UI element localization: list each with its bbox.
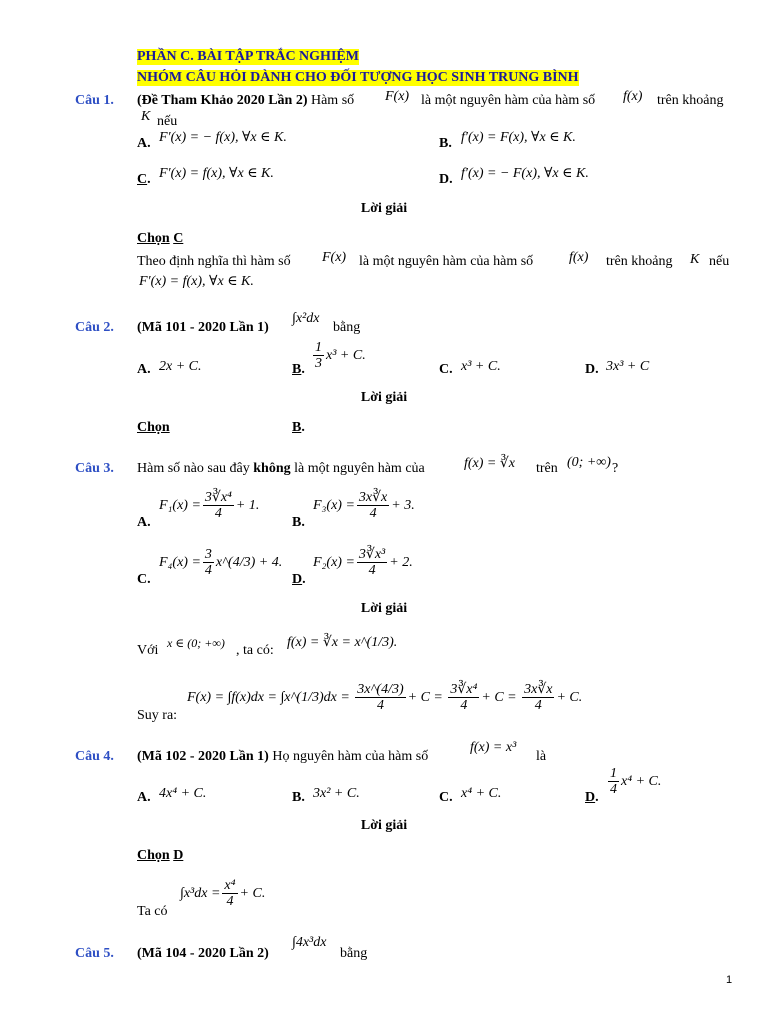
text: nếu: [157, 114, 178, 129]
text: D: [585, 790, 596, 805]
option-label-b: B.: [292, 790, 305, 805]
text: Suy ra:: [137, 708, 178, 723]
denominator: 4: [214, 506, 222, 522]
text: D: [173, 848, 184, 863]
question-3-number: Câu 3.: [75, 461, 114, 476]
fraction: [222, 878, 237, 910]
text: Với: [137, 643, 159, 658]
numerator: 3∛x⁴: [450, 682, 478, 697]
question-2-source: (Mã 101 - 2020 Lần 1): [137, 320, 269, 335]
text: + 2: [389, 555, 410, 571]
option-c: x⁴ + C.: [461, 786, 502, 801]
numerator: 1: [315, 340, 322, 355]
math-Fx: F(x): [385, 89, 410, 104]
numerator: 3x^(4/3): [357, 682, 404, 697]
text: x³ + C: [326, 348, 363, 364]
fraction: [203, 490, 234, 522]
page-number: 1: [726, 974, 733, 986]
text: F₁(x) =: [159, 498, 201, 514]
text: là một nguyên hàm của hàm số: [359, 254, 534, 269]
text: Họ nguyên hàm của hàm số: [268, 749, 429, 764]
text: không: [253, 461, 291, 476]
answer-choice-label: [137, 420, 170, 436]
option-label-a: A.: [137, 362, 151, 377]
option-d: f′(x) = − F(x), ∀x ∈ K.: [461, 166, 589, 181]
option-b: F₃(x) = $\frac{3x∛x}{4}$ + 3.: [313, 490, 415, 522]
answer-choice: [137, 848, 183, 864]
text: 3x² + C: [313, 786, 357, 801]
option-d: 3x³ + C: [606, 359, 650, 374]
math-integral: ∫x³dx = $\frac{\text{x⁴}}{4}$ + C.: [180, 878, 266, 910]
denominator: 4: [204, 563, 212, 579]
text: C: [137, 172, 148, 187]
option-label-b: B.: [439, 136, 452, 151]
text: F₂(x) =: [313, 555, 355, 571]
option-a: 4x⁴ + C.: [159, 786, 207, 801]
fraction: [357, 490, 389, 522]
question-5-source: (Mã 104 - 2020 Lần 2): [137, 946, 269, 961]
text: + 1: [235, 498, 256, 514]
denominator: 4: [610, 782, 617, 798]
option-c: F′(x) = f(x), ∀x ∈ K.: [159, 166, 274, 181]
answer-choice-value: B.: [292, 420, 305, 435]
text: x⁴ + C: [461, 786, 498, 801]
denominator: 4: [534, 698, 542, 714]
option-label-a: A.: [137, 515, 151, 530]
option-label-c: C.: [137, 172, 151, 187]
solution-heading: Lời giải: [360, 201, 408, 216]
text: trên khoảng: [606, 254, 673, 269]
text: F₄(x) =: [159, 555, 201, 571]
math-Fx: F(x): [322, 250, 347, 265]
numerator: 3x∛x: [358, 490, 388, 505]
text: trên khoảng: [657, 93, 724, 108]
math-interval: (0; +∞): [567, 455, 611, 470]
text: Ta có: [137, 904, 168, 919]
text: B: [292, 420, 302, 435]
question-5-number: Câu 5.: [75, 946, 114, 961]
question-4-number: Câu 4.: [75, 749, 114, 764]
option-label-d: D.: [585, 790, 599, 805]
math-function: f(x) = x³: [470, 740, 517, 755]
option-label-d: D.: [292, 572, 306, 587]
solution-heading: Lời giải: [360, 818, 408, 833]
option-label-b: B.: [292, 362, 305, 377]
math-integral: ∫4x³dx: [292, 935, 327, 950]
numerator: 3∛x³: [358, 547, 386, 562]
math-fx: f(x): [623, 89, 643, 104]
numerator: 3∛x⁴: [204, 490, 232, 505]
denominator: 4: [376, 698, 384, 714]
option-label-d: D.: [585, 362, 599, 377]
option-a: F′(x) = − f(x), ∀x ∈ K.: [159, 130, 287, 145]
fraction: [203, 547, 214, 579]
option-b: $\frac{1}{3}$ x³ + C.: [315, 340, 366, 372]
section-title: PHẦN C. BÀI TẬP TRẮC NGHIỆM: [137, 49, 359, 64]
text: Chọn: [137, 231, 170, 246]
option-d: $\frac{1}{4}$ x⁴ + C.: [610, 766, 662, 798]
denominator: 3: [315, 356, 322, 372]
denominator: 4: [369, 506, 377, 522]
text: C: [173, 231, 184, 246]
text: là một nguyên hàm của hàm số: [421, 93, 596, 108]
denominator: 4: [226, 894, 234, 910]
math-expression: F′(x) = f(x), ∀x ∈ K.: [139, 274, 254, 289]
denominator: 4: [460, 698, 468, 714]
question-3-stem: [137, 461, 425, 477]
answer-choice: [137, 231, 183, 247]
fraction: [357, 547, 387, 579]
math-fx: f(x): [569, 250, 589, 265]
math-integral: ∫x²dx: [292, 311, 320, 326]
group-title: NHÓM CÂU HỎI DÀNH CHO ĐỐI TƯỢNG HỌC SINH TRUNG BÌNH: [137, 70, 579, 85]
option-a: 2x + C.: [159, 359, 202, 374]
text: + C: [239, 886, 262, 902]
text: Hàm số nào sau đây: [137, 461, 254, 476]
text: Chọn: [137, 848, 170, 863]
text: x³ + C: [461, 359, 498, 374]
text: F(x) = ∫f(x)dx = ∫x^(1/3)dx =: [187, 690, 350, 706]
fraction: [355, 682, 405, 714]
question-4-source: (Mã 102 - 2020 Lần 1): [137, 749, 269, 764]
option-label-c: C.: [439, 362, 453, 377]
text: + 3: [391, 498, 412, 514]
text: nếu: [709, 254, 730, 269]
option-c: x³ + C.: [461, 359, 501, 374]
text: là một nguyên hàm của: [290, 461, 425, 476]
text: + C =: [481, 690, 517, 706]
option-label-c: C.: [439, 790, 453, 805]
text: trên: [536, 461, 558, 476]
text: ?: [612, 461, 619, 476]
text: + C: [556, 690, 579, 706]
option-label-a: A.: [137, 136, 151, 151]
text: bằng: [333, 320, 361, 335]
text: Chọn: [137, 420, 170, 435]
option-label-d: D.: [439, 172, 453, 187]
option-label-c: C.: [137, 572, 151, 587]
question-1-number: Câu 1.: [75, 93, 114, 108]
option-c: F₄(x) = $\frac{3}{4}$ x^(4/3) + 4.: [159, 547, 283, 579]
text: 2x + C: [159, 359, 198, 374]
question-4-stem: [137, 749, 428, 765]
denominator: 4: [368, 563, 376, 579]
question-1-stem: [137, 93, 354, 109]
numerator: 3: [204, 547, 212, 562]
solution-heading: Lời giải: [360, 390, 408, 405]
option-label-b: B.: [292, 515, 305, 530]
text: + C =: [407, 690, 443, 706]
text: là: [536, 749, 547, 764]
option-a: F₁(x) = $\frac{\text{3∛x⁴}}{4}$ + 1.: [159, 490, 260, 522]
text: f(x) = ∛x = x^(1/3): [287, 635, 394, 650]
math-condition: x ∈ (0; +∞): [167, 636, 225, 650]
option-b: f′(x) = F(x), ∀x ∈ K.: [461, 130, 576, 145]
fraction: [608, 766, 619, 798]
text: x⁴ + C: [621, 774, 658, 790]
numerator: x⁴: [224, 878, 236, 893]
fraction: [448, 682, 479, 714]
text: 4x⁴ + C: [159, 786, 203, 801]
numerator: 3x∛x: [524, 682, 553, 697]
fraction: [313, 340, 324, 372]
text: ∫x³dx =: [180, 886, 221, 902]
math-function: f(x) = ∛x: [464, 456, 516, 471]
text: Theo định nghĩa thì hàm số: [137, 254, 291, 269]
option-label-a: A.: [137, 790, 151, 805]
text: Hàm số: [307, 93, 355, 108]
solution-heading: Lời giải: [360, 601, 408, 616]
option-b: 3x² + C.: [313, 786, 360, 801]
question-2-number: Câu 2.: [75, 320, 114, 335]
text: bằng: [340, 946, 368, 961]
question-1-source: (Đề Tham Khảo 2020 Lần 2): [137, 93, 308, 108]
text: x^(4/3) + 4: [215, 555, 279, 571]
text: B: [292, 362, 302, 377]
math-K: K: [690, 252, 700, 267]
text: , ta có:: [236, 643, 274, 658]
numerator: 1: [610, 766, 617, 781]
text: F₃(x) =: [313, 498, 355, 514]
math-derivation: F(x) = ∫f(x)dx = ∫x^(1/3)dx = $\frac{3x\^{}(4/3)}{4}$ + C = $\frac{\text{3∛x⁴}}{4}$ + C = $\frac{3x∛x}{4}$ + C.: [187, 682, 583, 714]
option-d: F₂(x) = $\frac{\text{3∛x³}}{4}$ + 2.: [313, 547, 413, 579]
math-K: K: [141, 109, 151, 124]
text: D: [292, 572, 303, 587]
math-relation: f(x) = ∛x = x^(1/3).: [287, 635, 398, 650]
fraction: [522, 682, 554, 714]
